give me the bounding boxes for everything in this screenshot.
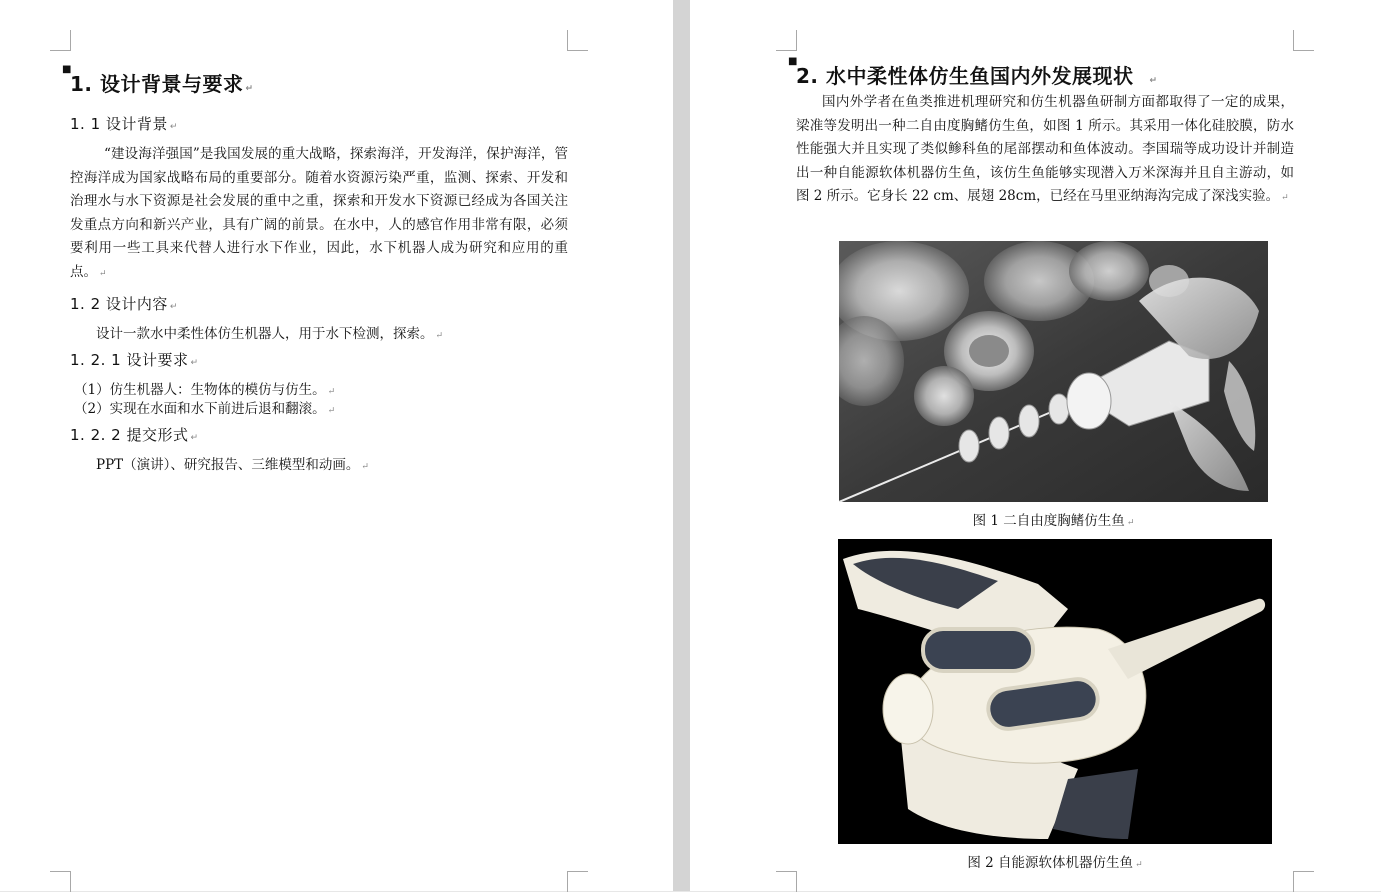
crop-mark <box>50 30 71 51</box>
crop-mark <box>1293 30 1314 51</box>
figure-1-caption[interactable]: 图 1 二自由度胸鳍仿生鱼 ↵ <box>972 513 1135 529</box>
figure-1-image[interactable] <box>839 241 1268 502</box>
document-page-right <box>690 0 1381 891</box>
figure-2-image[interactable] <box>838 539 1272 844</box>
figure-2-caption[interactable]: 图 2 自能源软体机器仿生鱼 ↵ <box>967 855 1143 871</box>
heading-1-1[interactable]: 1. 1 设计背景 ↵ <box>70 115 178 133</box>
crop-mark <box>567 30 588 51</box>
heading-section-2[interactable]: ■ 2. 水中柔性体仿生鱼国内外发展现状 ↵ <box>788 56 1158 88</box>
requirement-item-2[interactable]: （2）实现在水面和水下前进后退和翻滚。 ↵ <box>74 401 336 417</box>
heading-section-1[interactable]: ■ 1. 设计背景与要求 ↵ <box>62 64 254 96</box>
paragraph-design-background[interactable]: “建设海洋强国”是我国发展的重大战略，探索海洋，开发海洋，保护海洋，管控海洋成为国家战略布局的重要部分。随着水资源污染严重，监测、探索、开发和治理水与水下资源是社会发展的重中之重，探索和开发水下资源已经成为各国关注发重点方向和新兴产业，具有广阔的前景。在水中，人的感官作用非常有限，必须要利用一些工具来代替人进行水下作业，因此，水下机器人成为研究和应用的重点。 ↵ <box>70 146 568 280</box>
pectoral-fin-robot-fish-photo <box>839 241 1268 502</box>
paragraph-design-content[interactable]: 设计一款水中柔性体仿生机器人，用于水下检测，探索。 ↵ <box>96 326 444 342</box>
heading-1-2-1[interactable]: 1. 2. 1 设计要求 ↵ <box>70 351 199 369</box>
crop-mark <box>50 871 71 892</box>
requirement-item-1[interactable]: （1）仿生机器人：生物体的模仿与仿生。 ↵ <box>74 382 336 398</box>
page-gap <box>673 0 690 891</box>
crop-mark <box>567 871 588 892</box>
paragraph-development-status[interactable]: 国内外学者在鱼类推进机理研究和仿生机器鱼研制方面都取得了一定的成果，梁准等发明出一种二自由度胸鳍仿生鱼，如图 1 所示。其采用一体化硅胶膜，防水性能强大并且实现了类似鲹科鱼的尾部摆动和鱼体波动。李国瑞等成功设计并制造出一种自能源软体机器仿生鱼，该仿生鱼能够实现潜入万米深海并且自主游动，如图 2 所示。它身长 22 cm、展翅 28cm，已经在马里亚纳海沟完成了深浅实验。 ↵ <box>796 94 1294 204</box>
crop-mark <box>776 30 797 51</box>
heading-1-2[interactable]: 1. 2 设计内容 ↵ <box>70 295 178 313</box>
crop-mark <box>776 871 797 892</box>
crop-mark <box>1293 871 1314 892</box>
paragraph-submission-form[interactable]: PPT（演讲）、研究报告、三维模型和动画。 ↵ <box>96 457 369 473</box>
self-powered-soft-robot-fish-photo <box>838 539 1272 844</box>
document-page-left <box>0 0 673 891</box>
heading-1-2-2[interactable]: 1. 2. 2 提交形式 ↵ <box>70 426 199 444</box>
